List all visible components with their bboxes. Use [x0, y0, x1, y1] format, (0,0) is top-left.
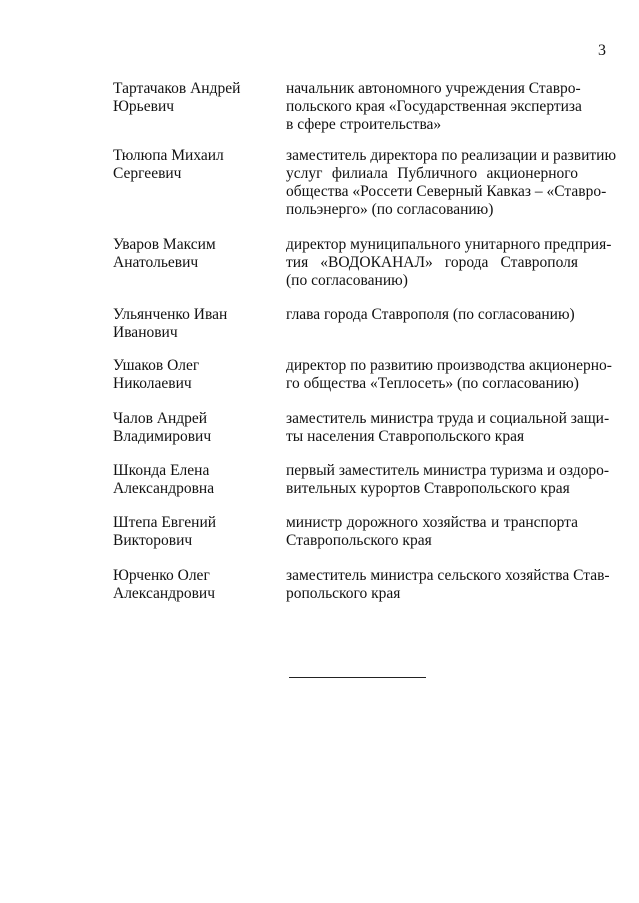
member-patronymic: Александрович	[113, 585, 215, 602]
position-line: начальник автономного учреждения Ставро-	[286, 80, 581, 97]
list-item	[113, 357, 612, 410]
member-surname-first-name: Уваров Максим	[113, 236, 216, 253]
member-name	[113, 410, 273, 446]
list-item	[113, 80, 583, 147]
list-item	[113, 306, 583, 357]
member-name	[113, 567, 273, 603]
member-name	[113, 236, 273, 272]
member-patronymic: Александровна	[113, 480, 215, 497]
position-line: Ставропольского края	[286, 532, 432, 549]
position-line: заместитель директора по реализации и развитию	[286, 147, 617, 164]
member-surname-first-name: Шконда Елена	[113, 462, 210, 479]
list-item	[113, 462, 610, 514]
page-number: 3	[598, 42, 606, 59]
list-item	[113, 410, 610, 462]
member-position	[286, 462, 610, 498]
list-item	[113, 236, 612, 306]
member-name	[113, 357, 273, 393]
position-line: общества «Россети Северный Кавказ – «Ставро-	[286, 183, 607, 200]
member-surname-first-name: Чалов Андрей	[113, 410, 208, 427]
position-line: директор по развитию производства акционерно-	[286, 357, 612, 374]
member-surname-first-name: Штепа Евгений	[113, 514, 217, 531]
position-line: ты населения Ставропольского края	[286, 428, 525, 445]
position-line: (по согласованию)	[286, 272, 408, 289]
list-item	[113, 147, 617, 236]
member-name	[113, 514, 273, 550]
member-surname-first-name: Тартачаков Андрей	[113, 80, 241, 97]
member-name	[113, 462, 273, 498]
position-line: директор муниципального унитарного предприя-	[286, 236, 612, 253]
member-position	[286, 567, 610, 603]
position-line: услуг филиала Публичного акционерного	[286, 165, 578, 182]
member-surname-first-name: Юрченко Олег	[113, 567, 210, 584]
end-separator-line	[289, 677, 426, 678]
position-line: польэнерго» (по согласованию)	[286, 201, 494, 218]
members-list	[113, 80, 617, 607]
position-line: вительных курортов Ставропольского края	[286, 480, 570, 497]
member-patronymic: Сергеевич	[113, 165, 182, 182]
member-position	[286, 147, 617, 219]
member-patronymic: Викторович	[113, 532, 193, 549]
position-line: в сфере строительства»	[286, 116, 442, 133]
member-surname-first-name: Тюлюпа Михаил	[113, 147, 224, 164]
member-patronymic: Анатольевич	[113, 254, 199, 271]
member-position	[286, 357, 612, 393]
position-line: глава города Ставрополя (по согласованию)	[286, 306, 575, 323]
member-patronymic: Юрьевич	[113, 98, 175, 115]
position-line: министр дорожного хозяйства и транспорта	[286, 514, 578, 531]
member-patronymic: Николаевич	[113, 375, 192, 392]
member-position	[286, 236, 612, 290]
member-patronymic: Иванович	[113, 324, 178, 341]
member-name	[113, 147, 273, 183]
position-line: заместитель министра труда и социальной защи-	[286, 410, 610, 427]
member-name	[113, 306, 273, 342]
position-line: заместитель министра сельского хозяйства Став-	[286, 567, 610, 584]
member-position	[286, 80, 582, 134]
member-surname-first-name: Ушаков Олег	[113, 357, 200, 374]
member-position	[286, 306, 578, 324]
position-line: первый заместитель министра туризма и оздоро-	[286, 462, 610, 479]
member-position	[286, 514, 578, 550]
member-patronymic: Владимирович	[113, 428, 212, 445]
position-line: го общества «Теплосеть» (по согласованию)	[286, 375, 579, 392]
member-surname-first-name: Ульянченко Иван	[113, 306, 228, 323]
position-line: ропольского края	[286, 585, 401, 602]
member-position	[286, 410, 610, 446]
list-item	[113, 514, 583, 567]
member-name	[113, 80, 273, 116]
position-line: польского края «Государственная экспертиза	[286, 98, 582, 115]
position-line: тия «ВОДОКАНАЛ» города Ставрополя	[286, 254, 578, 271]
list-item	[113, 567, 610, 607]
